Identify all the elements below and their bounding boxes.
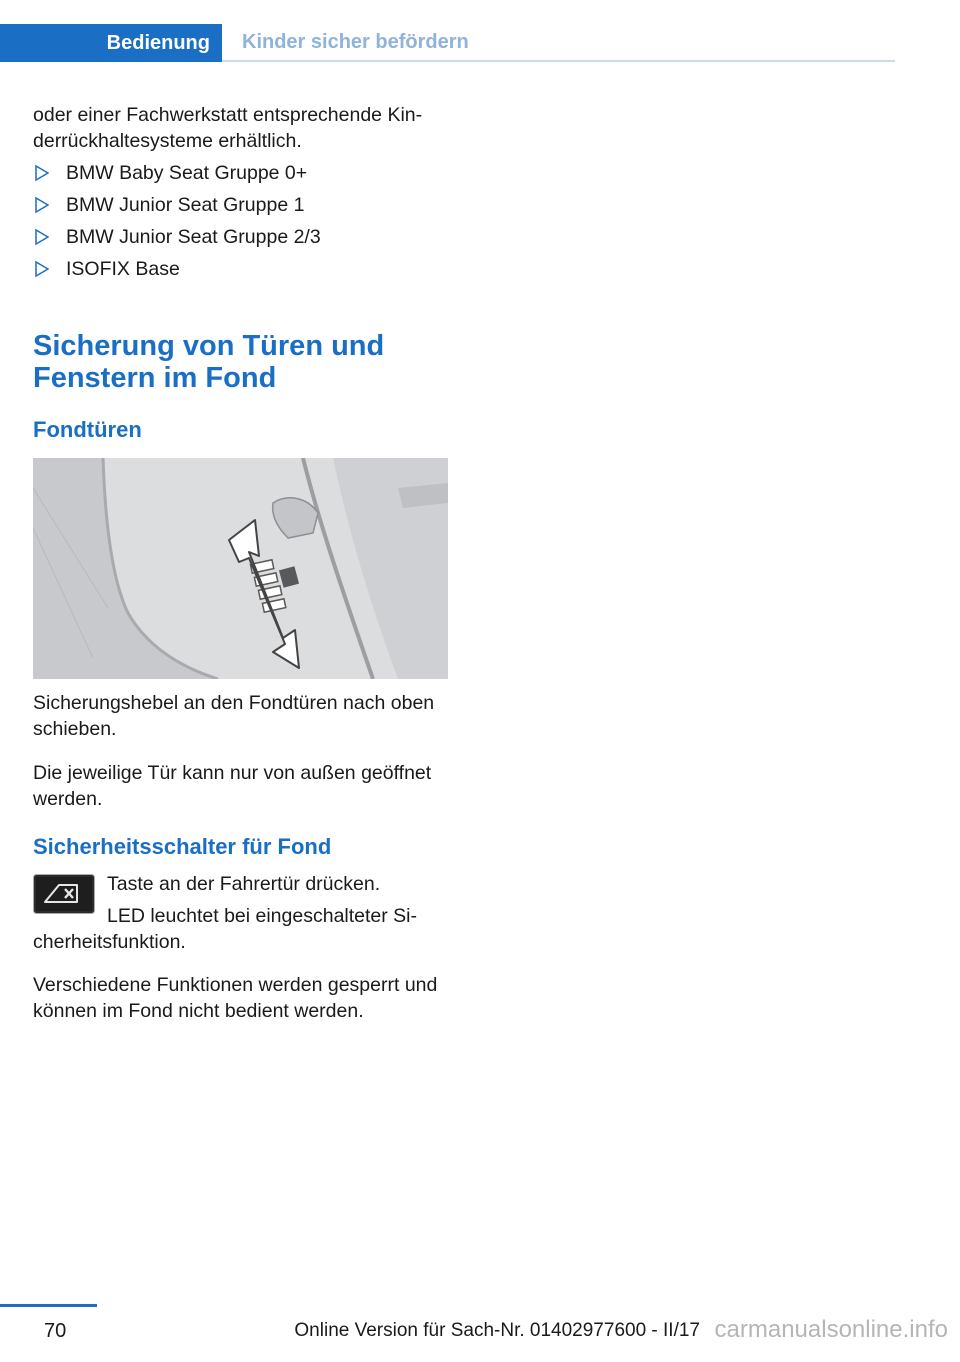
- chapter-tab[interactable]: Kinder sicher befördern: [242, 30, 469, 53]
- section-title: Sicherung von Türen und Fenstern im Fond: [33, 330, 385, 394]
- led-note-line1: LED leuchtet bei eingeschalteter Si-: [107, 905, 418, 927]
- safety-switch-instruction: Taste an der Fahrertür drücken.: [107, 873, 381, 895]
- page-number: 70: [44, 1320, 67, 1342]
- triangle-bullet-icon: [35, 197, 49, 213]
- list-item-text: BMW Junior Seat Gruppe 2/3: [66, 226, 321, 248]
- list-item: [33, 160, 448, 192]
- list-item-text: BMW Junior Seat Gruppe 1: [66, 194, 305, 216]
- triangle-bullet-icon: [35, 165, 49, 181]
- led-note-line2: cherheitsfunktion.: [33, 931, 186, 953]
- list-item: [33, 224, 448, 256]
- child-seat-list: [33, 160, 448, 288]
- intro-paragraph: oder einer Fachwerkstatt entsprechende Kin- derrückhaltesysteme erhältlich.: [33, 104, 423, 152]
- online-version-note: Online Version für Sach-Nr. 01402977600 - II/17: [294, 1320, 700, 1341]
- window-lock-button-icon: [33, 874, 95, 914]
- list-item-text: ISOFIX Base: [66, 258, 180, 280]
- list-item: [33, 256, 448, 288]
- footer-divider: [0, 1304, 97, 1307]
- list-item-text: BMW Baby Seat Gruppe 0+: [66, 162, 308, 184]
- safety-switch-heading: Sicherheitsschalter für Fond: [33, 834, 332, 859]
- rear-doors-instruction: Sicherungshebel an den Fondtüren nach oben schieben.: [33, 692, 435, 740]
- rear-doors-note: Die jeweilige Tür kann nur von außen geöffnet werden.: [33, 762, 432, 810]
- triangle-bullet-icon: [35, 229, 49, 245]
- rear-doors-heading: Fondtüren: [33, 417, 142, 442]
- section-tab[interactable]: Bedienung: [0, 24, 222, 62]
- triangle-bullet-icon: [35, 261, 49, 277]
- functions-locked-note: Verschiedene Funktionen werden gesperrt und können im Fond nicht bedient werden.: [33, 974, 438, 1022]
- watermark: carmanualsonline.info: [714, 1316, 948, 1343]
- rear-door-lock-illustration: [33, 458, 448, 679]
- list-item: [33, 192, 448, 224]
